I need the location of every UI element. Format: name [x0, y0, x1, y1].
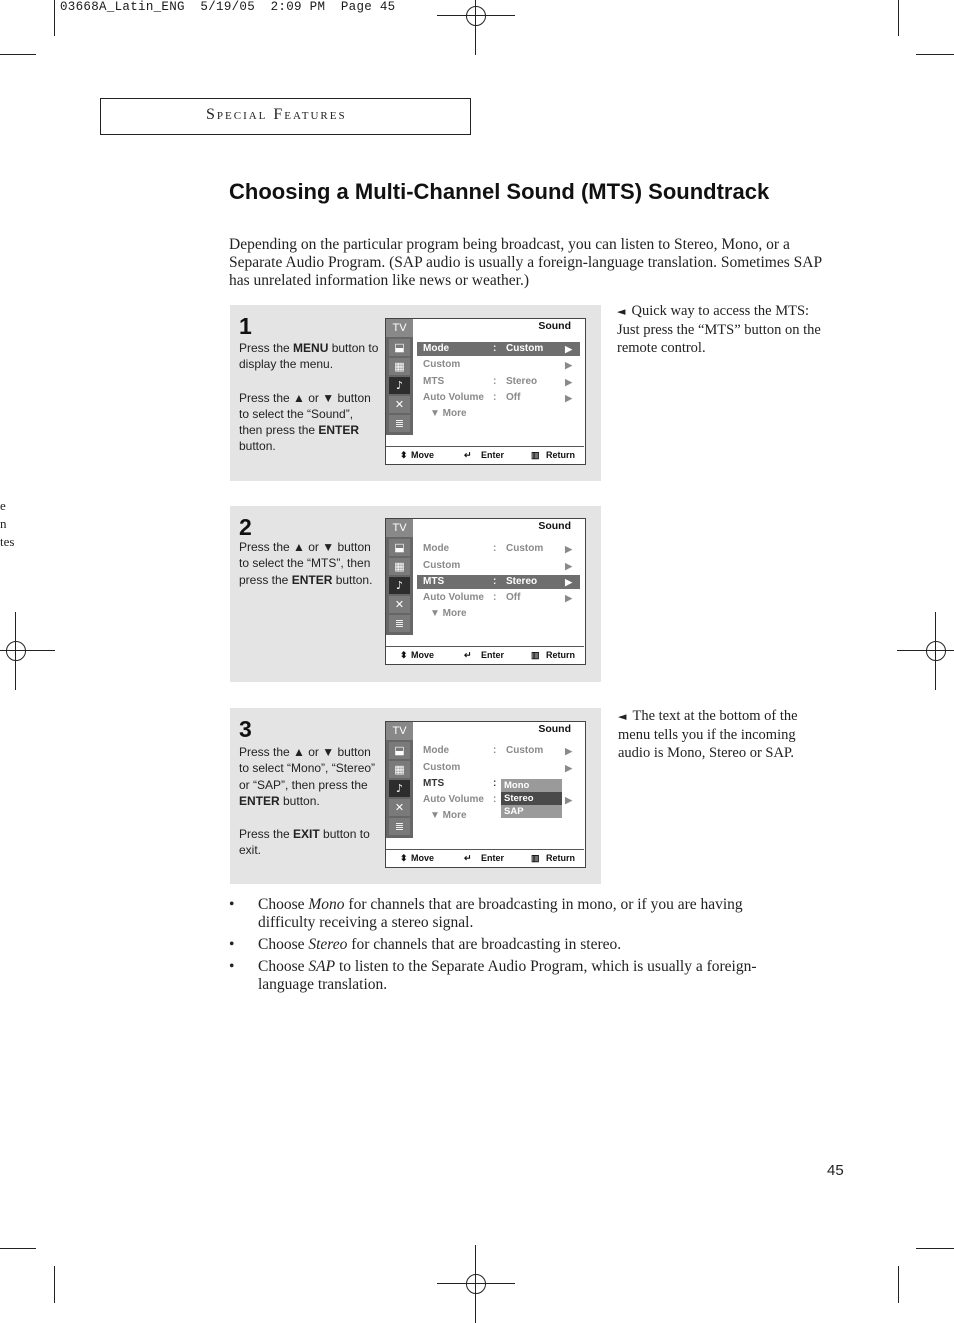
pointer-icon: ◄ — [617, 305, 626, 318]
pointer-icon: ◄ — [618, 710, 627, 723]
osd-row-mts: MTS : Stereo ▶ — [423, 376, 572, 387]
input-icon: ⬓ — [389, 339, 410, 356]
crop-mark — [898, 1266, 899, 1303]
osd-row-mode: Mode : Custom ▶ — [423, 745, 572, 756]
step-panel-1 — [230, 305, 601, 481]
crop-mark — [54, 0, 55, 36]
side-note — [617, 302, 833, 357]
side-note — [618, 707, 830, 762]
crop-mark — [0, 54, 36, 55]
text-run: button to display the menu. — [239, 341, 379, 372]
margin-fragment: tes — [0, 534, 15, 549]
text-run: Press the — [239, 341, 294, 355]
registration-mark — [897, 612, 954, 690]
enter-icon: ↵ — [464, 853, 472, 863]
text-run: button. — [332, 572, 373, 587]
osd-footer-return: Return — [546, 450, 575, 460]
crop-mark — [916, 54, 954, 55]
input-icon: ⬓ — [389, 539, 410, 556]
step-panel-2 — [230, 506, 601, 682]
intro-paragraph: Depending on the particular program being broadcast, you can listen to Stereo, Mono, or a Separate Audio Program. (SAP audio is usually a foreign-language translation. Sometimes SAP has unrelated information like news or weather.) — [229, 236, 822, 289]
osd-footer-return: Return — [546, 853, 575, 863]
osd-title: Sound — [538, 520, 571, 532]
step-instructions — [239, 340, 379, 455]
osd-tv-label: TV — [386, 722, 413, 740]
text-run: button. — [279, 793, 320, 808]
setup-icon: ≣ — [389, 415, 410, 432]
key-name: EXIT — [293, 827, 320, 842]
note-text: Quick way to access the MTS: Just press the “MTS” button on the remote control. — [617, 303, 821, 356]
margin-fragment: n — [0, 516, 7, 531]
osd-row-mts: MTS : — [423, 778, 497, 789]
osd-footer — [386, 646, 584, 664]
sound-icon: ♪ — [389, 577, 410, 594]
osd-footer-enter: Enter — [481, 650, 505, 660]
bullet-list — [229, 896, 769, 998]
osd-footer-move: Move — [411, 450, 435, 460]
osd-row-custom: Custom ▶ — [423, 560, 572, 571]
step-number: 1 — [239, 313, 252, 339]
osd-footer-move: Move — [411, 853, 435, 863]
osd-menu-sound — [385, 318, 586, 465]
key-name: ENTER — [239, 793, 280, 808]
setup-icon: ≣ — [389, 818, 410, 835]
osd-tv-label: TV — [386, 319, 413, 337]
osd-row-auto-volume: Auto Volume : ▶ — [423, 794, 572, 805]
sound-icon: ♪ — [389, 780, 410, 797]
note-text: The text at the bottom of the menu tells you if the incoming audio is Mono, Stereo or SAP. — [618, 708, 798, 761]
step-number: 2 — [239, 514, 252, 540]
picture-icon: ▦ — [389, 558, 410, 575]
osd-footer-move: Move — [411, 650, 435, 660]
osd-sidebar — [386, 337, 413, 435]
osd-row-auto-volume: Auto Volume : Off ▶ — [423, 592, 572, 603]
move-icon: ⬍ — [400, 450, 408, 460]
channel-icon: ✕ — [389, 396, 410, 413]
move-icon: ⬍ — [400, 650, 408, 660]
osd-more: ▼ More — [430, 810, 467, 821]
osd-title: Sound — [538, 723, 571, 735]
page-title: Choosing a Multi-Channel Sound (MTS) Soundtrack — [229, 179, 770, 204]
osd-footer-enter: Enter — [481, 450, 505, 460]
text-run: button to exit. — [239, 827, 370, 858]
registration-mark — [0, 612, 55, 690]
list-item: • Choose Mono for channels that are broadcasting in mono, or if you are having difficulty receiving a stereo signal. — [229, 896, 743, 931]
margin-fragment: e — [0, 498, 6, 513]
osd-row-auto-volume: Auto Volume : Off ▶ — [423, 392, 572, 403]
key-name: MENU — [293, 341, 329, 355]
osd-footer-return: Return — [546, 650, 575, 660]
page-number: 45 — [827, 1162, 844, 1179]
osd-more: ▼ More — [430, 408, 467, 419]
return-icon: ▥ — [531, 450, 540, 460]
channel-icon: ✕ — [389, 799, 410, 816]
option-sap[interactable]: SAP — [501, 805, 562, 818]
section-title: Special Features — [206, 106, 347, 123]
osd-row-custom: Custom ▶ — [423, 359, 572, 370]
crop-mark — [898, 0, 899, 36]
text-run: Press the ▲ or ▼ button to select the “MTS”, then press the — [239, 540, 371, 587]
step-panel-3 — [230, 708, 601, 884]
input-icon: ⬓ — [389, 742, 410, 759]
crop-mark — [916, 1248, 954, 1249]
osd-title: Sound — [538, 320, 571, 332]
enter-icon: ↵ — [464, 650, 472, 660]
crop-mark — [54, 1266, 55, 1303]
step-instructions — [239, 744, 384, 859]
key-name: ENTER — [291, 572, 333, 587]
osd-menu-mts-select — [385, 518, 586, 665]
move-icon: ⬍ — [400, 853, 408, 863]
key-name: ENTER — [318, 423, 360, 438]
osd-footer-enter: Enter — [481, 853, 505, 863]
list-item: • Choose Stereo for channels that are broadcasting in stereo. — [229, 936, 622, 953]
osd-row-mode: Mode : Custom ▶ — [423, 543, 572, 554]
text-run: Press the ▲ or ▼ button to select “Mono”, “Stereo” or “SAP”, then press the — [239, 745, 376, 792]
osd-row-mts: MTS : Stereo ▶ — [417, 575, 580, 589]
enter-icon: ↵ — [464, 450, 472, 460]
osd-footer — [386, 446, 584, 464]
osd-menu-mts-options — [385, 721, 586, 868]
picture-icon: ▦ — [389, 761, 410, 778]
osd-tv-label: TV — [386, 519, 413, 537]
mts-options-list — [501, 779, 562, 818]
osd-more: ▼ More — [430, 608, 467, 619]
osd-footer — [386, 849, 584, 867]
registration-mark — [437, 0, 515, 55]
text-run: Press the ▲ or ▼ button to select the “Sound”, then press the — [239, 390, 371, 438]
setup-icon: ≣ — [389, 615, 410, 632]
list-item: • Choose SAP to listen to the Separate Audio Program, which is usually a foreign-language translation. — [229, 958, 757, 993]
osd-sidebar — [386, 537, 413, 635]
text-run: Press the — [239, 827, 294, 842]
osd-row-mode: Mode : Custom ▶ — [417, 342, 580, 356]
osd-row-custom: Custom ▶ — [423, 762, 572, 773]
step-number: 3 — [239, 716, 252, 742]
channel-icon: ✕ — [389, 596, 410, 613]
option-stereo[interactable]: Stereo — [501, 792, 562, 805]
picture-icon: ▦ — [389, 358, 410, 375]
text-run: button. — [239, 439, 276, 454]
crop-mark — [0, 1248, 36, 1249]
return-icon: ▥ — [531, 650, 540, 660]
return-icon: ▥ — [531, 853, 540, 863]
option-mono[interactable]: Mono — [501, 779, 562, 792]
sound-icon: ♪ — [389, 377, 410, 394]
registration-mark — [437, 1245, 515, 1323]
osd-sidebar — [386, 740, 413, 838]
step-instructions — [239, 539, 379, 588]
print-slug: 03668A_Latin_ENG 5/19/05 2:09 PM Page 45 — [60, 0, 396, 14]
